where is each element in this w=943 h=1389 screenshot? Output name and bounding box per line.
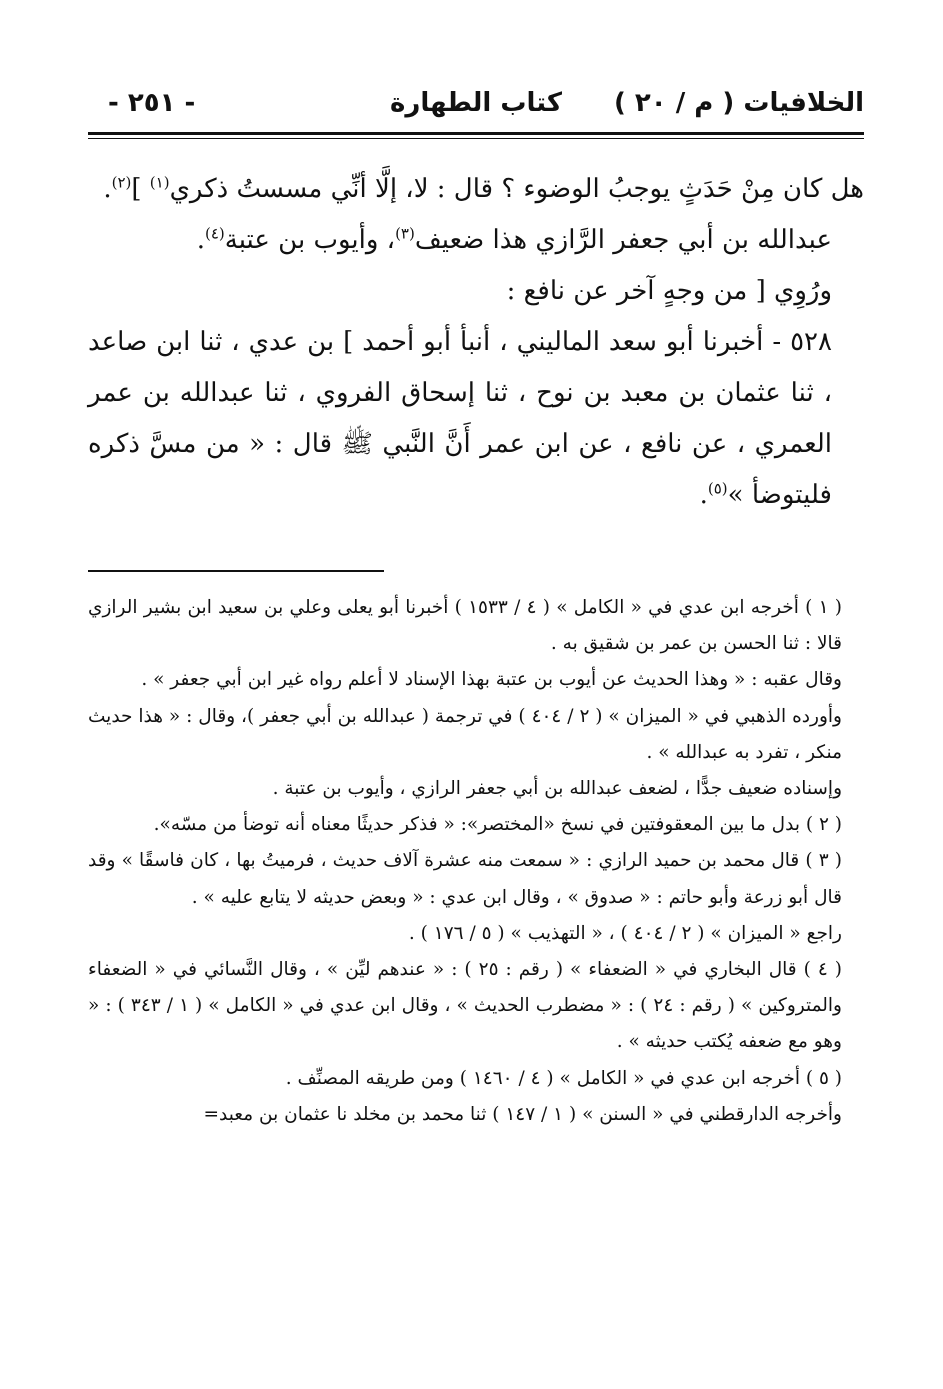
header-rule-thin xyxy=(88,138,864,139)
footnote-paragraph: ( ٥ ) أخرجه ابن عدي في « الكامل » ( ٤ / ١٤٦٠ ) ومن طريقه المصنِّف . xyxy=(285,1067,842,1089)
footnote-ref-5[interactable]: (٥) xyxy=(707,479,728,498)
footnote-ref-1[interactable]: (١) xyxy=(149,173,170,192)
footnote-paragraph: وأورده الذهبي في « الميزان » ( ٢ / ٤٠٤ ) في ترجمة ( عبدالله بن أبي جعفر )، وقال : « هذا حديث منكر ، تفرد به عبدالله » . xyxy=(88,705,842,763)
book-page xyxy=(88,78,864,1328)
footnote-separator xyxy=(88,570,384,572)
footnote-ref-4[interactable]: (٤) xyxy=(204,224,225,243)
header-rule-thick xyxy=(88,132,864,135)
footnote-paragraph: ( ٣ ) قال محمد بن حميد الرازي : « سمعت منه عشرة آلاف حديث ، فرميتُ بها ، كان فاسقًا » وقد قال أبو زرعة وأبو حاتم : « صدوق » ، وقال ابن عدي : « وبعض حديثه لا يتابع عليه » . xyxy=(88,850,842,908)
hadith-528: ٥٢٨ - أخبرنا أبو سعد الماليني ، أنبأ أبو أحمد ] بن عدي ، ثنا ابن صاعد ، ثنا عثمان بن معبد بن نوح ، ثنا إسحاق الفروي ، ثنا عبدالله بن عمر العمري ، عن نافع ، عن ابن عمر أَنَّ النَّبي ﷺ قال : « من مسَّ ذكره فليتوضأ »$^{(٥)}$. xyxy=(88,327,832,510)
footnote-paragraph: راجع « الميزان » ( ٢ / ٤٠٤ ) ، « التهذيب » ( ٥ / ١٧٦ ) . xyxy=(408,922,842,944)
page-header xyxy=(88,78,864,132)
paragraph-3: ورُوِي [ من وجهٍ آخر عن نافع : xyxy=(506,276,832,306)
paragraph-1: هل كان مِنْ حَدَثٍ يوجبُ الوضوء ؟ قال : لا، إلَّا أنِّي مسستُ ذكري$^{(١)}$ ]$^{(٢)}$. xyxy=(103,173,864,204)
footnote-ref-2[interactable]: (٢) xyxy=(111,173,132,192)
running-head-title: كتاب الطهارة xyxy=(390,88,562,118)
footnote-paragraph: وأخرجه الدارقطني في « السنن » ( ١ / ١٤٧ ) ثنا محمد بن مخلد نا عثمان بن معبد= xyxy=(203,1103,842,1125)
main-text xyxy=(88,164,864,521)
footnotes xyxy=(88,590,864,1133)
running-head-collection: الخلافيات ( م / ٢٠ ) xyxy=(613,88,864,118)
footnote-paragraph: ( ١ ) أخرجه ابن عدي في « الكامل » ( ٤ / ١٥٣٣ ) أخبرنا أبو يعلى وعلي بن سعيد ابن بشير الرازي قالا : ثنا الحسن بن عمر بن شقيق به . xyxy=(88,597,842,655)
page-number: - ٢٥١ - xyxy=(108,88,196,118)
paragraph-2: عبدالله بن أبي جعفر الرَّازي هذا ضعيف$^{(٣)}$، وأيوب بن عتبة$^{(٤)}$. xyxy=(196,224,832,255)
footnote-paragraph: وإسناده ضعيف جدًّا ، لضعف عبدالله بن أبي جعفر الرازي ، وأيوب بن عتبة . xyxy=(272,778,842,800)
footnote-paragraph: وقال عقبه : « وهذا الحديث عن أيوب بن عتبة بهذا الإسناد لا أعلم رواه غير ابن أبي جعفر » . xyxy=(141,669,842,691)
footnote-ref-3[interactable]: (٣) xyxy=(395,224,415,243)
footnote-paragraph: ( ٤ ) قال البخاري في « الضعفاء » ( رقم : ٢٥ ) : « عندهم ليِّن » ، وقال النَّسائي في « الضعفاء والمتروكين » ( رقم : ٢٤ ) : « مضطرب الحديث » ، وقال ابن عدي في « الكامل » ( ١ / ٣٤٣ ) : « وهو مع ضعفه يُكتب حديثه » . xyxy=(88,959,842,1053)
footnote-paragraph: ( ٢ ) بدل ما بين المعقوفتين في نسخ «المختصر»: « فذكر حديثًا معناه أنه توضأ من مسّه». xyxy=(153,814,842,836)
